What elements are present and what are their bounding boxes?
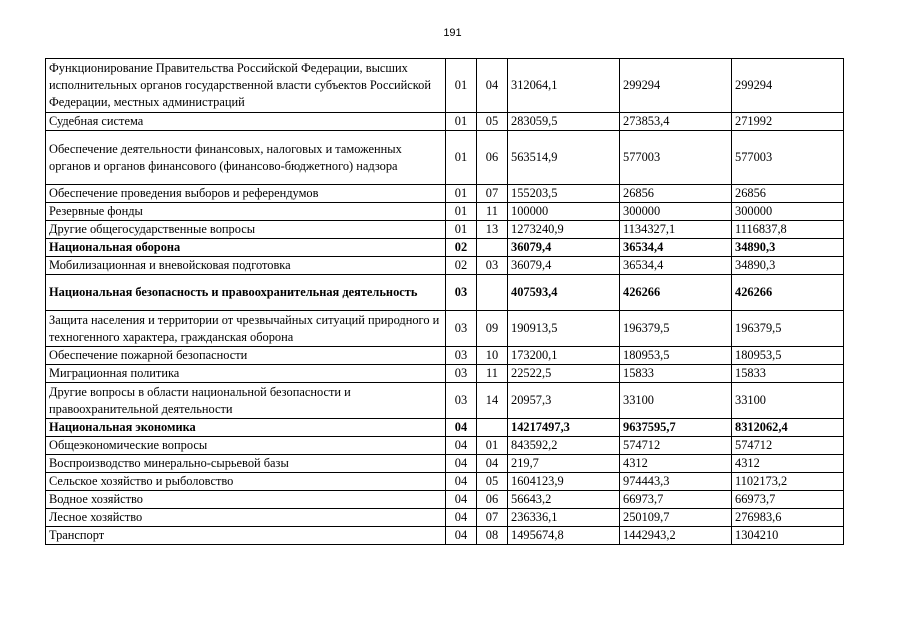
row-name-cell: Национальная безопасность и правоохранительная деятельность [46,275,446,311]
table-row [46,437,844,455]
row-value-3-cell: 34890,3 [732,257,844,275]
row-value-2-cell: 36534,4 [620,239,732,257]
row-value-3-cell: 276983,6 [732,509,844,527]
row-value-2-cell: 15833 [620,365,732,383]
row-subsection-cell [477,275,508,311]
row-subsection-cell: 04 [477,59,508,113]
row-name-cell: Защита населения и территории от чрезвычайных ситуаций природного и техногенного характера, гражданская оборона [46,311,446,347]
row-subsection-cell: 14 [477,383,508,419]
row-subsection-cell: 11 [477,365,508,383]
row-value-2-cell: 33100 [620,383,732,419]
row-subsection-cell: 06 [477,131,508,185]
row-name-cell: Сельское хозяйство и рыболовство [46,473,446,491]
row-value-3-cell: 66973,7 [732,491,844,509]
row-section-cell: 03 [446,365,477,383]
row-value-2-cell: 974443,3 [620,473,732,491]
row-value-3-cell: 26856 [732,185,844,203]
row-name-cell: Миграционная политика [46,365,446,383]
row-name-cell: Обеспечение деятельности финансовых, налоговых и таможенных органов и органов финансового (финансово-бюджетного) надзора [46,131,446,185]
row-name-cell: Судебная система [46,113,446,131]
row-section-cell: 04 [446,419,477,437]
row-subsection-cell: 10 [477,347,508,365]
row-value-3-cell: 426266 [732,275,844,311]
row-name-cell: Национальная оборона [46,239,446,257]
row-value-1-cell: 407593,4 [508,275,620,311]
row-value-2-cell: 66973,7 [620,491,732,509]
row-value-1-cell: 283059,5 [508,113,620,131]
row-value-1-cell: 563514,9 [508,131,620,185]
row-value-3-cell: 180953,5 [732,347,844,365]
row-value-3-cell: 15833 [732,365,844,383]
row-subsection-cell: 06 [477,491,508,509]
table-row [46,311,844,347]
row-section-cell: 01 [446,59,477,113]
table-row [46,203,844,221]
row-value-2-cell: 300000 [620,203,732,221]
row-value-1-cell: 1273240,9 [508,221,620,239]
row-section-cell: 01 [446,185,477,203]
budget-table [45,58,844,545]
table-row [46,509,844,527]
budget-table-body [46,59,844,545]
row-value-1-cell: 155203,5 [508,185,620,203]
row-value-1-cell: 22522,5 [508,365,620,383]
row-value-3-cell: 4312 [732,455,844,473]
page-number: 191 [443,27,462,39]
row-value-3-cell: 8312062,4 [732,419,844,437]
row-value-2-cell: 9637595,7 [620,419,732,437]
row-name-cell: Национальная экономика [46,419,446,437]
table-row [46,239,844,257]
table-row [46,59,844,113]
row-subsection-cell: 08 [477,527,508,545]
row-section-cell: 01 [446,131,477,185]
row-value-1-cell: 20957,3 [508,383,620,419]
row-value-1-cell: 236336,1 [508,509,620,527]
row-subsection-cell [477,239,508,257]
row-section-cell: 04 [446,509,477,527]
table-row [46,473,844,491]
row-value-1-cell: 1495674,8 [508,527,620,545]
row-name-cell: Обеспечение пожарной безопасности [46,347,446,365]
row-value-2-cell: 577003 [620,131,732,185]
row-subsection-cell: 13 [477,221,508,239]
row-value-3-cell: 577003 [732,131,844,185]
row-value-1-cell: 190913,5 [508,311,620,347]
row-name-cell: Водное хозяйство [46,491,446,509]
table-row [46,347,844,365]
row-subsection-cell: 05 [477,473,508,491]
table-row [46,185,844,203]
row-value-2-cell: 273853,4 [620,113,732,131]
row-section-cell: 03 [446,347,477,365]
row-name-cell: Обеспечение проведения выборов и референдумов [46,185,446,203]
row-name-cell: Общеэкономические вопросы [46,437,446,455]
row-value-2-cell: 1134327,1 [620,221,732,239]
row-value-3-cell: 574712 [732,437,844,455]
row-value-1-cell: 36079,4 [508,257,620,275]
row-value-1-cell: 219,7 [508,455,620,473]
row-value-3-cell: 33100 [732,383,844,419]
row-name-cell: Воспроизводство минерально-сырьевой базы [46,455,446,473]
row-section-cell: 04 [446,455,477,473]
row-value-1-cell: 173200,1 [508,347,620,365]
row-value-2-cell: 299294 [620,59,732,113]
row-section-cell: 03 [446,383,477,419]
row-name-cell: Лесное хозяйство [46,509,446,527]
row-value-2-cell: 196379,5 [620,311,732,347]
row-value-3-cell: 196379,5 [732,311,844,347]
row-value-1-cell: 14217497,3 [508,419,620,437]
row-value-2-cell: 26856 [620,185,732,203]
row-section-cell: 02 [446,257,477,275]
table-row [46,491,844,509]
table-row [46,221,844,239]
row-subsection-cell: 07 [477,509,508,527]
row-subsection-cell: 11 [477,203,508,221]
row-section-cell: 01 [446,203,477,221]
row-section-cell: 04 [446,437,477,455]
row-value-1-cell: 56643,2 [508,491,620,509]
table-row [46,419,844,437]
table-row [46,113,844,131]
row-value-3-cell: 1116837,8 [732,221,844,239]
row-value-2-cell: 4312 [620,455,732,473]
row-value-1-cell: 843592,2 [508,437,620,455]
row-subsection-cell [477,419,508,437]
row-value-2-cell: 574712 [620,437,732,455]
row-value-3-cell: 300000 [732,203,844,221]
row-value-3-cell: 299294 [732,59,844,113]
row-value-3-cell: 1304210 [732,527,844,545]
table-row [46,275,844,311]
row-name-cell: Другие общегосударственные вопросы [46,221,446,239]
row-value-1-cell: 100000 [508,203,620,221]
row-value-3-cell: 34890,3 [732,239,844,257]
row-value-2-cell: 426266 [620,275,732,311]
row-section-cell: 03 [446,275,477,311]
row-subsection-cell: 07 [477,185,508,203]
row-name-cell: Мобилизационная и вневойсковая подготовка [46,257,446,275]
row-section-cell: 02 [446,239,477,257]
row-section-cell: 04 [446,473,477,491]
row-subsection-cell: 04 [477,455,508,473]
table-row [46,455,844,473]
row-value-2-cell: 180953,5 [620,347,732,365]
table-row [46,527,844,545]
table-row [46,383,844,419]
row-value-1-cell: 36079,4 [508,239,620,257]
row-value-2-cell: 250109,7 [620,509,732,527]
row-section-cell: 01 [446,221,477,239]
table-row [46,257,844,275]
row-section-cell: 04 [446,527,477,545]
row-value-3-cell: 271992 [732,113,844,131]
row-subsection-cell: 09 [477,311,508,347]
row-subsection-cell: 01 [477,437,508,455]
row-section-cell: 01 [446,113,477,131]
row-value-1-cell: 1604123,9 [508,473,620,491]
row-section-cell: 04 [446,491,477,509]
row-name-cell: Транспорт [46,527,446,545]
row-value-3-cell: 1102173,2 [732,473,844,491]
row-value-2-cell: 1442943,2 [620,527,732,545]
row-value-1-cell: 312064,1 [508,59,620,113]
row-name-cell: Функционирование Правительства Российской Федерации, высших исполнительных органов государственной власти субъектов Российской Федерации, местных администраций [46,59,446,113]
row-value-2-cell: 36534,4 [620,257,732,275]
row-subsection-cell: 03 [477,257,508,275]
row-name-cell: Другие вопросы в области национальной безопасности и правоохранительной деятельности [46,383,446,419]
table-row [46,131,844,185]
row-section-cell: 03 [446,311,477,347]
table-row [46,365,844,383]
row-subsection-cell: 05 [477,113,508,131]
row-name-cell: Резервные фонды [46,203,446,221]
